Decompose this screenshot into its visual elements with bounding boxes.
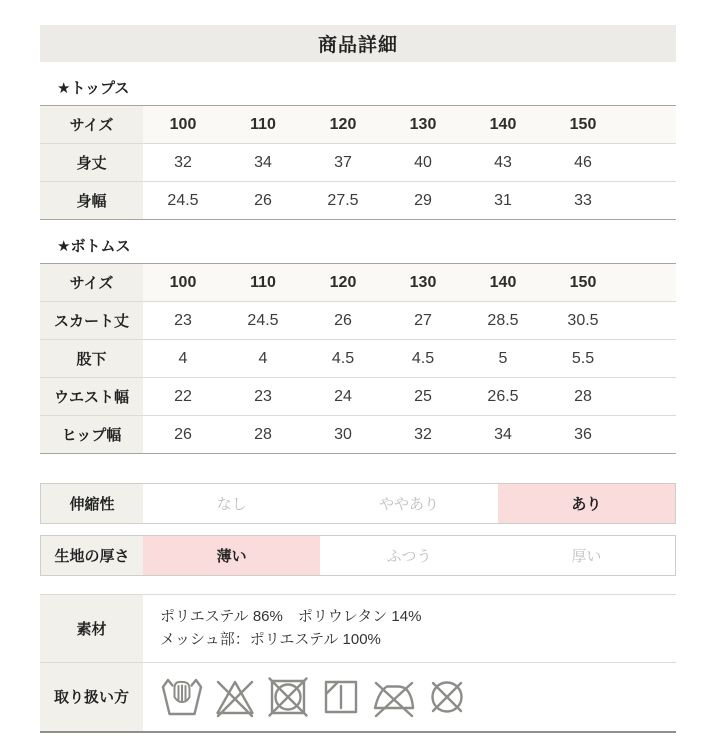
value-cell: 46 — [574, 153, 592, 171]
bottoms-size-table — [40, 263, 676, 454]
value-cell: 43 — [494, 153, 512, 171]
do-not-dry-clean-icon — [423, 673, 471, 721]
material-content — [143, 595, 676, 662]
size-cell: 110 — [223, 106, 303, 144]
table-row — [40, 378, 676, 416]
spacer-cell — [623, 302, 676, 340]
do-not-iron-icon — [370, 673, 418, 721]
value-cell: 26.5 — [487, 387, 519, 405]
value-cell: 22 — [174, 387, 192, 405]
care-icons — [143, 663, 676, 731]
table-row — [40, 416, 676, 454]
value-cell: 36 — [574, 425, 592, 443]
thickness-bar — [40, 535, 676, 576]
value-cell: 4 — [258, 349, 268, 367]
do-not-tumble-dry-icon — [264, 673, 312, 721]
value-cell: 34 — [254, 153, 272, 171]
value-cell: 26 — [254, 191, 272, 209]
spacer-cell — [623, 340, 676, 378]
value-cell: 24.5 — [247, 311, 279, 329]
product-detail-panel — [40, 25, 676, 733]
thickness-option-normal: ふつう — [386, 548, 432, 565]
table-row — [40, 264, 676, 302]
value-cell: 25 — [414, 387, 432, 405]
value-cell: 37 — [334, 153, 352, 171]
hand-wash-icon — [158, 673, 206, 721]
row-label: 身幅 — [40, 182, 143, 220]
tops-section-label: ★トップス — [57, 80, 130, 97]
table-row — [40, 340, 676, 378]
spacer-cell — [623, 264, 676, 302]
thickness-option-thick: 厚い — [571, 548, 602, 565]
value-cell: 29 — [414, 191, 432, 209]
stretch-label: 伸縮性 — [41, 484, 143, 523]
row-label: サイズ — [40, 264, 143, 302]
thickness-option-thin-selected: 薄い — [143, 536, 320, 575]
size-cell: 150 — [543, 106, 623, 144]
material-care-section — [40, 594, 676, 733]
row-label: サイズ — [40, 106, 143, 144]
size-cell: 130 — [383, 106, 463, 144]
stretch-bar — [40, 483, 676, 524]
value-cell: 32 — [414, 425, 432, 443]
page-title-text: 商品詳細 — [317, 35, 398, 56]
care-row — [40, 662, 676, 731]
value-cell: 28 — [574, 387, 592, 405]
material-line-2: メッシュ部：ポリエステル 100% — [160, 631, 381, 649]
spacer-cell — [623, 106, 676, 144]
row-label: 股下 — [40, 340, 143, 378]
attribute-bars — [40, 483, 676, 576]
row-label: スカート丈 — [40, 302, 143, 340]
value-cell: 27 — [414, 311, 432, 329]
size-cell: 120 — [303, 106, 383, 144]
row-label: ヒップ幅 — [40, 416, 143, 454]
value-cell: 4 — [178, 349, 188, 367]
value-cell: 26 — [174, 425, 192, 443]
stretch-option-none: なし — [216, 496, 247, 513]
size-cell: 110 — [223, 264, 303, 302]
spacer-cell — [623, 144, 676, 182]
spacer-cell — [623, 416, 676, 454]
spacer-cell — [623, 182, 676, 220]
value-cell: 24.5 — [167, 191, 199, 209]
table-row — [40, 144, 676, 182]
size-cell: 150 — [543, 264, 623, 302]
size-cell: 100 — [143, 106, 223, 144]
material-row — [40, 595, 676, 662]
table-row — [40, 302, 676, 340]
value-cell: 33 — [574, 191, 592, 209]
value-cell: 4.5 — [331, 349, 355, 367]
table-row — [40, 182, 676, 220]
size-cell: 140 — [463, 264, 543, 302]
value-cell: 24 — [334, 387, 352, 405]
material-label: 素材 — [40, 595, 143, 662]
value-cell: 31 — [494, 191, 512, 209]
value-cell: 34 — [494, 425, 512, 443]
value-cell: 5 — [498, 349, 508, 367]
care-label: 取り扱い方 — [40, 663, 143, 731]
value-cell: 23 — [174, 311, 192, 329]
value-cell: 23 — [254, 387, 272, 405]
value-cell: 30.5 — [567, 311, 599, 329]
value-cell: 28.5 — [487, 311, 519, 329]
tops-size-table — [40, 105, 676, 220]
do-not-bleach-icon — [211, 673, 259, 721]
value-cell: 30 — [334, 425, 352, 443]
row-label: 身丈 — [40, 144, 143, 182]
value-cell: 4.5 — [411, 349, 435, 367]
value-cell: 26 — [334, 311, 352, 329]
size-cell: 120 — [303, 264, 383, 302]
value-cell: 5.5 — [571, 349, 595, 367]
drip-dry-in-shade-icon — [317, 673, 365, 721]
material-line-1: ポリエステル 86% ポリウレタン 14% — [160, 608, 422, 625]
row-label: ウエスト幅 — [40, 378, 143, 416]
page-title — [40, 25, 676, 62]
value-cell: 40 — [414, 153, 432, 171]
value-cell: 28 — [254, 425, 272, 443]
value-cell: 32 — [174, 153, 192, 171]
spacer-cell — [623, 378, 676, 416]
table-row — [40, 106, 676, 144]
thickness-label: 生地の厚さ — [41, 536, 143, 575]
size-cell: 100 — [143, 264, 223, 302]
size-cell: 140 — [463, 106, 543, 144]
stretch-option-slight: ややあり — [378, 496, 439, 513]
bottoms-section-label: ★ボトムス — [57, 238, 131, 255]
stretch-option-yes-selected: あり — [498, 484, 675, 523]
value-cell: 27.5 — [327, 191, 359, 209]
size-cell: 130 — [383, 264, 463, 302]
